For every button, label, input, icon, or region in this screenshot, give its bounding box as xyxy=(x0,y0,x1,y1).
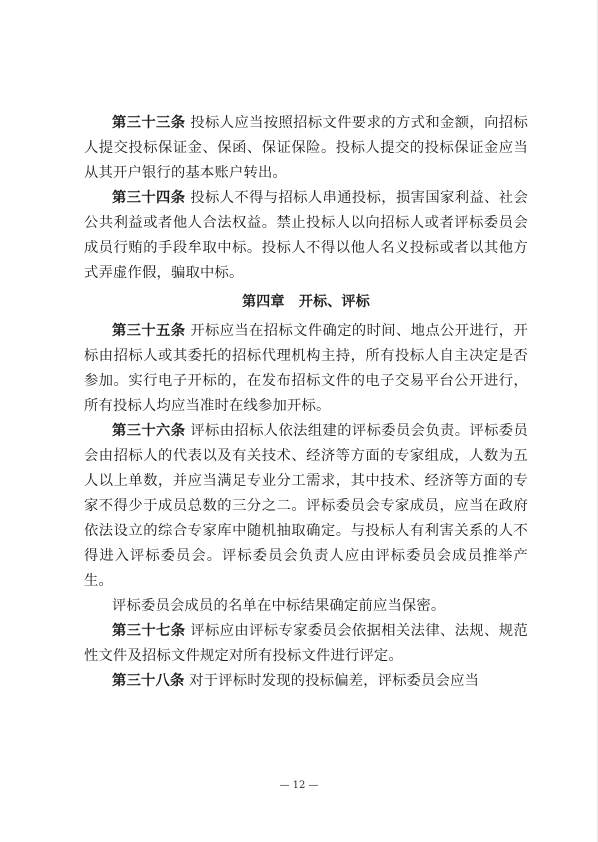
article-text: 评标应由评标专家委员会依据相关法律、法规、规范性文件及招标文件规定对所有投标文件进行评定。 xyxy=(84,623,528,664)
document-body xyxy=(84,111,528,694)
article-heading: 第三十八条 xyxy=(112,673,185,689)
article-34 xyxy=(84,186,528,286)
article-38 xyxy=(84,669,528,694)
article-text: 投标人应当按照招标文件要求的方式和金额，向招标人提交投标保证金、保函、保证保险。投标人提交的投标保证金应当从其开户银行的基本账户转出。 xyxy=(84,115,528,181)
article-text: 开标应当在招标文件确定的时间、地点公开进行，开标由招标人或其委托的招标代理机构主持，所有投标人自主决定是否参加。实行电子开标的，在发布招标文件的电子交易平台公开进行，所有投标人均应当准时在线参加开标。 xyxy=(84,323,528,414)
article-35 xyxy=(84,319,528,419)
plain-paragraph: 评标委员会成员的名单在中标结果确定前应当保密。 xyxy=(112,598,446,614)
article-heading: 第三十五条 xyxy=(112,323,186,339)
article-text: 评标由招标人依法组建的评标委员会负责。评标委员会由招标人的代表以及有关技术、经济等方面的专家组成，人数为五人以上单数，并应当满足专业分工需求，其中技术、经济等方面的专家不得少于成员总数的三分之二。评标委员会专家成员，应当在政府依法设立的综合专家库中随机抽取确定。与投标人有利害关系的人不得进入评标委员会。评标委员会负责人应由评标委员会成员推举产生。 xyxy=(84,423,528,589)
article-37 xyxy=(84,619,528,669)
chapter-title: 第四章 开标、评标 xyxy=(242,294,370,310)
article-heading: 第三十三条 xyxy=(112,115,186,131)
article-33 xyxy=(84,111,528,186)
article-36 xyxy=(84,419,528,594)
article-heading: 第三十四条 xyxy=(112,190,186,206)
article-heading: 第三十七条 xyxy=(112,623,186,639)
article-text: 投标人不得与招标人串通投标，损害国家利益、社会公共利益或者他人合法权益。禁止投标人以向招标人或者评标委员会成员行贿的手段牟取中标。投标人不得以他人名义投标或者以其他方式弄虚作假，骗取中标。 xyxy=(84,190,528,281)
article-text: 对于评标时发现的投标偏差，评标委员会应当 xyxy=(189,673,480,689)
article-heading: 第三十六条 xyxy=(112,423,186,439)
page-number: — 12 — xyxy=(279,780,319,791)
